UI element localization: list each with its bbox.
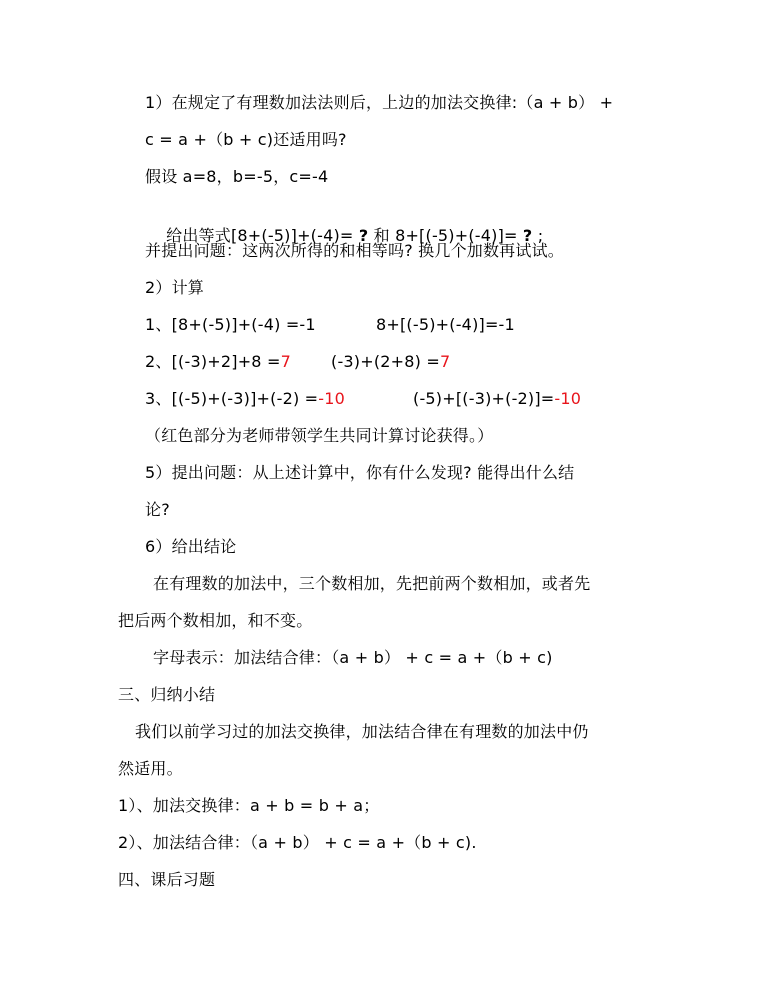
text-line: 把后两个数相加，和不变。 bbox=[118, 611, 313, 630]
calc-answer: 7 bbox=[440, 352, 451, 371]
calc-expression: 2、[(-3)+2]+8 = bbox=[145, 352, 281, 371]
equation-text: 和 8+[(-5)+(-4)]= bbox=[368, 226, 523, 245]
formula-line: 字母表示：加法结合律：（a + b） + c = a +（b + c) bbox=[153, 648, 553, 667]
section-heading: 2）计算 bbox=[145, 278, 204, 297]
calc-left bbox=[145, 388, 345, 410]
text-line: 论? bbox=[145, 500, 170, 519]
calc-expression: 3、[(-5)+(-3)]+(-2) = bbox=[145, 389, 319, 408]
calc-left bbox=[145, 351, 291, 373]
text-line: 并提出问题：这两次所得的和相等吗? 换几个加数再试试。 bbox=[145, 241, 564, 260]
note-line: （红色部分为老师带领学生共同计算讨论获得。） bbox=[145, 426, 494, 445]
calc-expression: (-3)+(2+8) = bbox=[331, 352, 440, 371]
equation-text: ; bbox=[532, 226, 544, 245]
text-line: 1）在规定了有理数加法法则后，上边的加法交换律:（a + b） + bbox=[145, 93, 614, 112]
calc-answer: 7 bbox=[280, 352, 291, 371]
equation-text: 给出等式[8+(-5)]+(-4)= bbox=[166, 226, 359, 245]
section-heading: 三、归纳小结 bbox=[118, 685, 216, 704]
text-line: 假设 a=8，b=-5，c=-4 bbox=[145, 167, 329, 186]
text-line: c = a +（b + c)还适用吗? bbox=[145, 130, 347, 149]
calc-right bbox=[413, 388, 581, 410]
text-line: 然适用。 bbox=[118, 759, 183, 778]
section-heading: 四、课后习题 bbox=[118, 870, 216, 889]
calc-answer: -10 bbox=[554, 389, 582, 408]
calc-right bbox=[331, 351, 450, 373]
section-heading: 6）给出结论 bbox=[145, 537, 237, 556]
formula-line: 2）、加法结合律：（a + b） + c = a +（b + c). bbox=[118, 833, 477, 852]
text-line: 在有理数的加法中，三个数相加，先把前两个数相加，或者先 bbox=[153, 574, 591, 593]
question-mark: ? bbox=[358, 226, 369, 245]
calc-expression: (-5)+[(-3)+(-2)]= bbox=[413, 389, 555, 408]
calc-answer: -10 bbox=[318, 389, 346, 408]
question-mark: ? bbox=[522, 226, 533, 245]
calc-right: 8+[(-5)+(-4)]=-1 bbox=[376, 315, 515, 334]
calc-left: 1、[8+(-5)]+(-4) =-1 bbox=[145, 315, 316, 334]
formula-line: 1）、加法交换律：a + b = b + a； bbox=[118, 796, 380, 815]
text-line: 5）提出问题：从上述计算中，你有什么发现? 能得出什么结 bbox=[145, 463, 575, 482]
text-line: 我们以前学习过的加法交换律，加法结合律在有理数的加法中仍 bbox=[135, 722, 589, 741]
